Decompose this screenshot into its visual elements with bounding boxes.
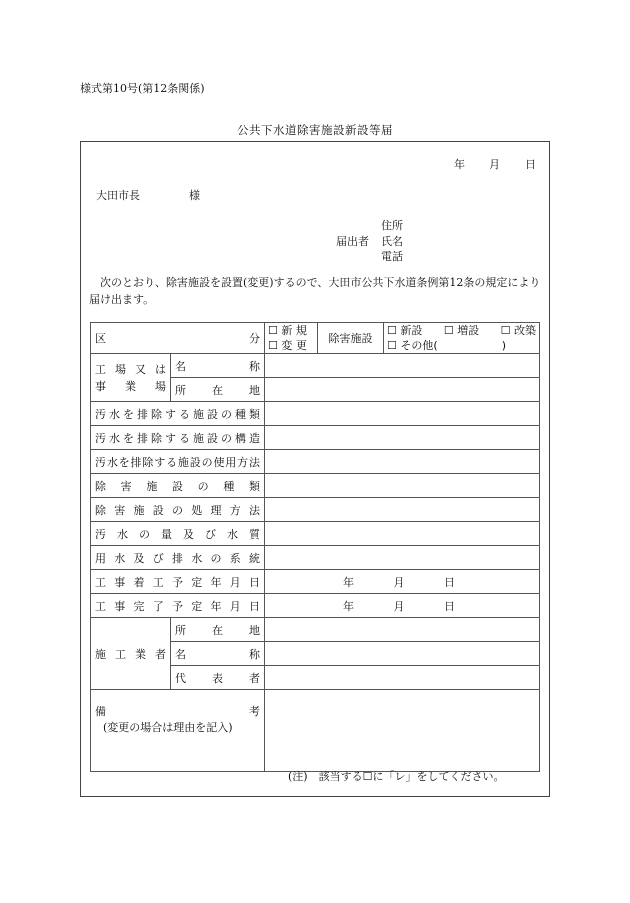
addressee-name: 大田市長: [96, 189, 140, 202]
row-value-drain-usage[interactable]: [265, 450, 540, 474]
row-label-volume-quality: 汚水の量及び水質: [91, 522, 265, 546]
start-date-label: 工事着工予定年月日: [91, 570, 265, 594]
body-text: 次のとおり、除害施設を設置(変更)するので、大田市公共下水道条例第12条の規定により届け出ます。: [89, 276, 541, 306]
table-row-factory-name: [91, 354, 540, 378]
opt-add-checkbox[interactable]: ☐ 増設: [443, 324, 480, 337]
contractor-location-value[interactable]: [265, 618, 540, 642]
remarks-note: (変更の場合は理由を記入): [103, 721, 233, 734]
row-value-facility-type[interactable]: [265, 474, 540, 498]
contractor-name-value[interactable]: [265, 642, 540, 666]
date-day: 日: [525, 158, 536, 171]
row-value-water-system[interactable]: [265, 546, 540, 570]
facility-options-cell: [384, 323, 540, 354]
applicant-name-label: 氏名: [381, 235, 403, 248]
applicant-phone-label: 電話: [381, 250, 403, 263]
row-value-drain-structure[interactable]: [265, 426, 540, 450]
factory-name-label: 名 称: [171, 354, 265, 378]
factory-name-value[interactable]: [265, 354, 540, 378]
opt-other-close: ): [501, 339, 506, 352]
remarks-label-left: 備: [95, 705, 106, 718]
category-left: 区: [95, 332, 106, 345]
start-date-day: 日: [444, 575, 455, 589]
row-value-treatment-method[interactable]: [265, 498, 540, 522]
change-checkbox[interactable]: ☐ 変 更: [268, 339, 307, 352]
table-row: [91, 546, 540, 570]
application-table: [90, 322, 540, 772]
facility-label: 除害施設: [318, 323, 384, 354]
factory-label-cell: [91, 354, 171, 402]
table-row: [91, 402, 540, 426]
row-label-water-system: 用水及び排水の系統: [91, 546, 265, 570]
contractor-rep-label: 代 表 者: [171, 666, 265, 690]
row-label-treatment-method: 除害施設の処理方法: [91, 498, 265, 522]
contractor-name-label: 名 称: [171, 642, 265, 666]
table-row: [91, 474, 540, 498]
row-label-drain-type: 汚水を排除する施設の種類: [91, 402, 265, 426]
remarks-value[interactable]: [265, 690, 540, 772]
date-month: 月: [489, 158, 500, 171]
end-date-day: 日: [444, 599, 455, 613]
new-checkbox[interactable]: ☐ 新 規: [268, 324, 307, 337]
factory-label-1: 工 場 又 は: [95, 362, 166, 376]
contractor-label: 施工業者: [91, 618, 171, 690]
table-row-end-date: [91, 594, 540, 618]
table-row-category: [91, 323, 540, 354]
factory-label-2: 事 業 場: [95, 379, 166, 393]
contractor-location-label: 所 在 地: [171, 618, 265, 642]
contractor-rep-value[interactable]: [265, 666, 540, 690]
end-date-label: 工事完了予定年月日: [91, 594, 265, 618]
factory-location-label: 所 在 地: [171, 378, 265, 402]
document-title: 公共下水道除害施設新設等届: [237, 123, 393, 137]
row-label-drain-usage: 汚水を排除する施設の使用方法: [91, 450, 265, 474]
row-value-volume-quality[interactable]: [265, 522, 540, 546]
applicant-address-label: 住所: [381, 219, 403, 232]
start-date-value[interactable]: [265, 570, 540, 594]
factory-location-value[interactable]: [265, 378, 540, 402]
table-row-contractor-location: [91, 618, 540, 642]
table-row-start-date: [91, 570, 540, 594]
form-number: 様式第10号(第12条関係): [80, 82, 205, 95]
table-row-remarks: [91, 690, 540, 772]
footnote: (注) 該当する☐に「レ」をしてください。: [288, 770, 505, 783]
table-row: [91, 498, 540, 522]
category-cell: [91, 323, 265, 354]
end-date-year: 年: [343, 599, 354, 613]
table-row: [91, 522, 540, 546]
addressee-honorific: 様: [189, 189, 200, 202]
opt-other-checkbox[interactable]: ☐ その他(: [387, 339, 438, 352]
table-row: [91, 450, 540, 474]
start-date-year: 年: [343, 575, 354, 589]
row-label-facility-type: 除害施設の種類: [91, 474, 265, 498]
end-date-value[interactable]: [265, 594, 540, 618]
remarks-label-right: 考: [249, 705, 260, 718]
applicant-label: 届出者: [336, 235, 369, 248]
date-year: 年: [454, 158, 465, 171]
opt-new-checkbox[interactable]: ☐ 新設: [387, 324, 423, 337]
start-date-month: 月: [393, 575, 405, 589]
remarks-label-cell: [91, 690, 265, 772]
table-row: [91, 426, 540, 450]
opt-modify-checkbox[interactable]: ☐ 改築: [500, 324, 536, 337]
end-date-month: 月: [393, 599, 405, 613]
category-right: 分: [249, 332, 260, 345]
new-change-cell: [265, 323, 318, 354]
row-label-drain-structure: 汚水を排除する施設の構造: [91, 426, 265, 450]
row-value-drain-type[interactable]: [265, 402, 540, 426]
